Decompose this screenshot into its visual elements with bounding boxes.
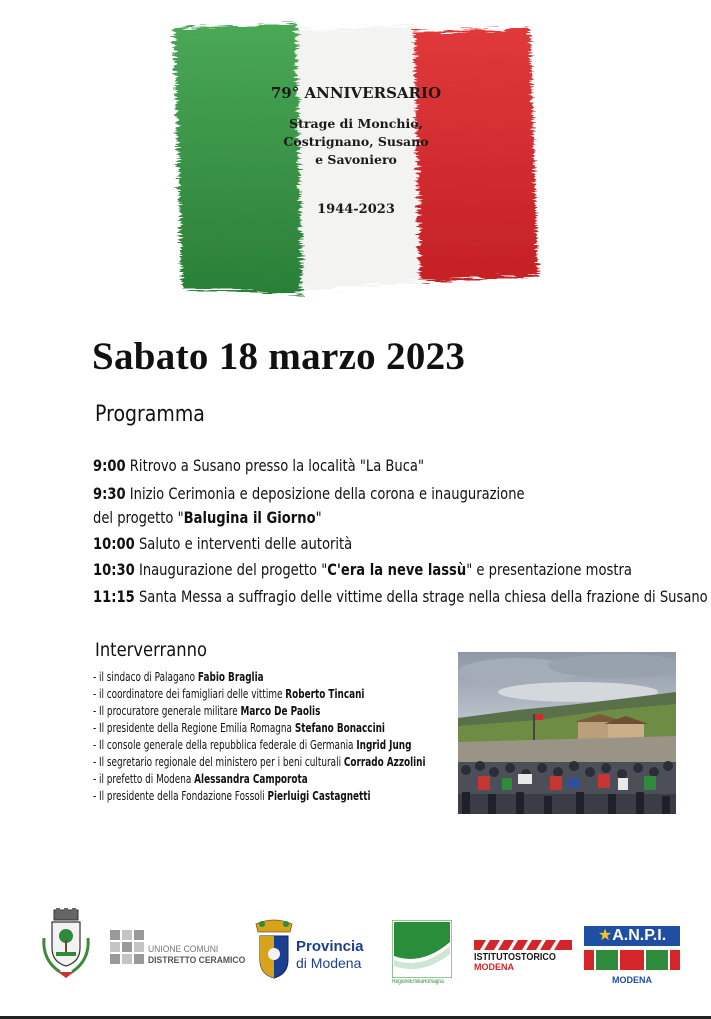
anpi-city: MODENA (612, 975, 652, 985)
regione-wave-icon (392, 920, 452, 978)
program-item (93, 456, 424, 475)
program-text: Inizio Cerimonia e deposizione della corona e inaugurazione (129, 484, 525, 503)
programma-heading: Programma (95, 402, 205, 427)
unione-comuni-logo (110, 930, 260, 970)
speaker-role: - Il procuratore generale militare (93, 704, 241, 718)
speaker-item (93, 738, 411, 752)
massacre-subtitle (160, 115, 552, 169)
provincia-modena-logo (252, 918, 362, 982)
speaker-item (93, 670, 264, 684)
unione-line1: UNIONE COMUNI (148, 944, 219, 955)
event-date-title: Sabato 18 marzo 2023 (92, 335, 466, 378)
anniversary-label: 79° ANNIVERSARIO (270, 84, 442, 102)
program-time: 9:00 (93, 456, 126, 475)
speaker-name: Corrado Azzolini (343, 755, 426, 769)
speaker-item (93, 772, 308, 786)
program-text: Ritrovo a Susano presso la località "La Buca" (129, 456, 425, 475)
program-item (93, 484, 525, 503)
speaker-role: - il prefetto di Modena (93, 772, 195, 786)
speaker-name: Marco De Paolis (240, 704, 321, 718)
program-time: 11:15 (93, 587, 135, 606)
tricolor-flag-header (160, 14, 552, 304)
speaker-item (93, 687, 364, 701)
anpi-flags-icon (584, 948, 680, 972)
interverranno-heading: Interverranno (95, 639, 207, 661)
speaker-role: - Il presidente della Regione Emilia Romagna (93, 721, 295, 735)
program-item (93, 534, 352, 553)
speaker-role: - Il console generale della repubblica federale di Germania (93, 738, 357, 752)
provincia-line1: Provincia (296, 938, 364, 955)
speaker-name: Alessandra Camporota (194, 772, 308, 786)
program-text: Saluto e interventi delle autorità (138, 534, 353, 553)
speaker-role: - Il segretario regionale del ministero per i beni culturali (93, 755, 344, 769)
star-icon: ★ (597, 927, 613, 944)
subtitle-line: Costrignano, Susano (283, 134, 429, 149)
regione-caption: RegioneEmiliaRomagna (392, 979, 444, 985)
speaker-item (93, 721, 385, 735)
speaker-role: - il sindaco di Palagano (93, 670, 198, 684)
anpi-modena-logo (584, 926, 680, 988)
program-item-continued (93, 508, 322, 527)
speaker-name: Pierluigi Castagnetti (267, 789, 371, 803)
speaker-item (93, 704, 320, 718)
program-text: " e presentazione mostra (466, 560, 632, 579)
program-text: Santa Messa a suffragio delle vittime della strage nella chiesa della frazione di Susano (138, 587, 708, 606)
grid-squares-icon (110, 930, 146, 966)
project-name: Balugina il Giorno (183, 508, 316, 527)
program-text: " (315, 508, 322, 527)
program-text: del progetto " (93, 508, 184, 527)
ceremony-photo (458, 652, 676, 814)
years-label: 1944-2023 (317, 202, 395, 217)
speaker-role: - Il presidente della Fondazione Fossoli (93, 789, 268, 803)
subtitle-line: e Savoniero (315, 152, 397, 167)
subtitle-line: Strage di Monchio, (289, 116, 423, 131)
program-time: 9:30 (93, 484, 126, 503)
coat-of-arms-icon (38, 908, 94, 982)
project-name: C'era la neve lassù (327, 560, 467, 579)
speaker-name: Fabio Braglia (197, 670, 264, 684)
speaker-item (93, 789, 371, 803)
program-time: 10:30 (93, 560, 135, 579)
unione-line2: DISTRETTO CERAMICO (148, 955, 246, 966)
speaker-item (93, 755, 426, 769)
speaker-role: - il coordinatore dei famigliari delle vittime (93, 687, 286, 701)
istituto-line2: MODENA (474, 962, 514, 972)
program-time: 10:00 (93, 534, 135, 553)
program-item (93, 560, 632, 579)
anpi-title-bar (584, 926, 680, 946)
istituto-storico-logo (474, 940, 574, 974)
provincia-line2: di Modena (296, 955, 362, 971)
speaker-name: Stefano Bonaccini (294, 721, 385, 735)
striped-bar-icon (474, 940, 572, 950)
istituto-line1: ISTITUTOSTORICO (474, 951, 556, 963)
anpi-title: A.N.P.I. (612, 927, 667, 944)
speaker-name: Roberto Tincani (285, 687, 365, 701)
program-item (93, 587, 708, 606)
speaker-name: Ingrid Jung (356, 738, 412, 752)
provincia-crest-icon (252, 918, 296, 982)
palagano-coat-of-arms-logo (38, 908, 94, 982)
program-text: Inaugurazione del progetto " (138, 560, 328, 579)
regione-emilia-romagna-logo (392, 920, 452, 988)
